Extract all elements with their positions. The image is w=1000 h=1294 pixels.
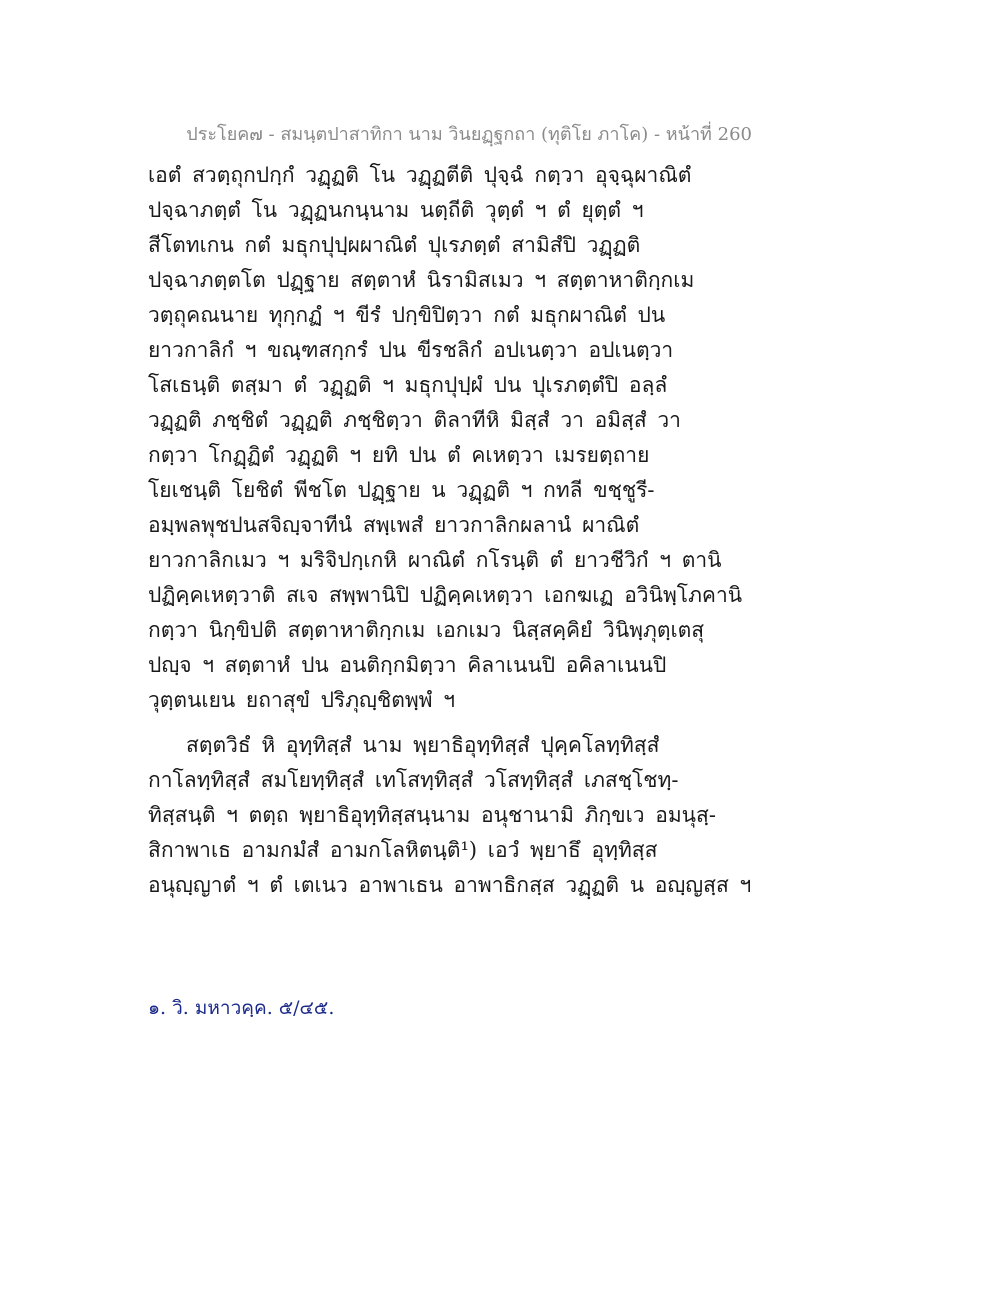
text-line: วุตฺตนเยน ยถาสุขํ ปริภุญฺชิตพฺพํ ฯ (148, 688, 455, 712)
running-header: ประโยค๗ - สมนฺตปาสาทิกา นาม วินยฏฺฐกถา (ทุติโย ภาโค) - หน้าที่ 260 (186, 124, 752, 145)
text-line: อนุญฺญาตํ ฯ ตํ เตเนว อาพาเธน อาพาธิกสฺส วฏฺฏติ น อญฺญสฺส ฯ (148, 873, 752, 897)
text-line: ปญฺจ ฯ สตฺตาหํ ปน อนติกฺกมิตฺวา คิลาเนนปิ อคิลาเนนปิ (148, 653, 667, 677)
text-line: กตฺวา นิกฺขิปติ สตฺตาหาติกฺกเม เอกเมว นิสฺสคฺคิยํ วินิพฺภุตฺเตสุ (148, 618, 705, 642)
text-line: ปจฺฉาภตฺตโต ปฏฺฐาย สตฺตาหํ นิรามิสเมว ฯ สตฺตาหาติกฺกเม (148, 268, 695, 292)
text-line: อมฺพลพุชปนสจิญฺจาทีนํ สพฺเพสํ ยาวกาลิกผลานํ ผาณิตํ (148, 513, 640, 537)
text-line: สีโตทเกน กตํ มธุกปุปฺผผาณิตํ ปุเรภตฺตํ สามิสํปิ วฏฺฏติ (148, 233, 641, 257)
text-line: กาโลทฺทิสฺสํ สมโยทฺทิสฺสํ เทโสทฺทิสฺสํ วโสทฺทิสฺสํ เภสชฺโชทฺ- (148, 768, 679, 792)
text-line: กตฺวา โกฏฺฏิตํ วฏฺฏติ ฯ ยทิ ปน ตํ คเหตฺวา เมรยตฺถาย (148, 443, 650, 467)
paragraph-1 (148, 158, 743, 718)
text-line: สิกาพาเธ อามกมํสํ อามกโลหิตนฺติ¹) เอวํ พฺยาธึ อุทฺทิสฺส (148, 838, 658, 862)
text-line: โสเธนฺติ ตสฺมา ตํ วฏฺฏติ ฯ มธุกปุปฺผํ ปน ปุเรภตฺตํปิ อลฺลํ (148, 373, 668, 397)
text-line: โยเชนฺติ โยชิตํ พีชโต ปฏฺฐาย น วฏฺฏติ ฯ กทลี ขชฺชูรี- (148, 478, 655, 502)
text-line: ปจฺฉาภตฺตํ โน วฏฺฏนกนฺนาม นตฺถีติ วุตฺตํ ฯ ตํ ยุตฺตํ ฯ (148, 198, 644, 222)
paragraph-gap (148, 718, 708, 728)
footnote: ๑. วิ. มหาวคฺค. ๕/๔๕. (148, 997, 335, 1019)
text-line: สตฺตวิธํ หิ อุทฺทิสฺสํ นาม พฺยาธิอุทฺทิสฺสํ ปุคฺคโลทฺทิสฺสํ (186, 733, 660, 757)
text-line: ยาวกาลิกเมว ฯ มริจิปกฺเกหิ ผาณิตํ กโรนฺติ ตํ ยาวชีวิกํ ฯ ตานิ (148, 548, 722, 572)
text-line: เอตํ สวตฺถุกปกฺกํ วฏฺฏติ โน วฏฺฏตีติ ปุจฺฉํ กตฺวา อุจฺฉุผาณิตํ (148, 163, 692, 187)
text-line: ปฏิคฺคเหตฺวาติ สเจ สพฺพานิปิ ปฏิคฺคเหตฺวา เอกฆเฏ อวินิพฺโภคานิ (148, 583, 743, 607)
text-line: ยาวกาลิกํ ฯ ขณฺฑสกฺกรํ ปน ขีรชลิกํ อปเนตฺวา อปเนตฺวา (148, 338, 674, 362)
paragraph-2 (148, 728, 752, 903)
text-line: วฏฺฏติ ภชฺชิตํ วฏฺฏติ ภชฺชิตฺวา ติลาทีหิ มิสฺสํ วา อมิสฺสํ วา (148, 408, 681, 432)
text-line: ทิสฺสนฺติ ฯ ตตฺถ พฺยาธิอุทฺทิสฺสนฺนาม อนุชานามิ ภิกฺขเว อมนุสฺ- (148, 803, 716, 827)
body-text (148, 158, 752, 903)
text-line: วตฺถุคณนาย ทุกฺกฏํ ฯ ขีรํ ปกฺขิปิตฺวา กตํ มธุกผาณิตํ ปน (148, 303, 666, 327)
